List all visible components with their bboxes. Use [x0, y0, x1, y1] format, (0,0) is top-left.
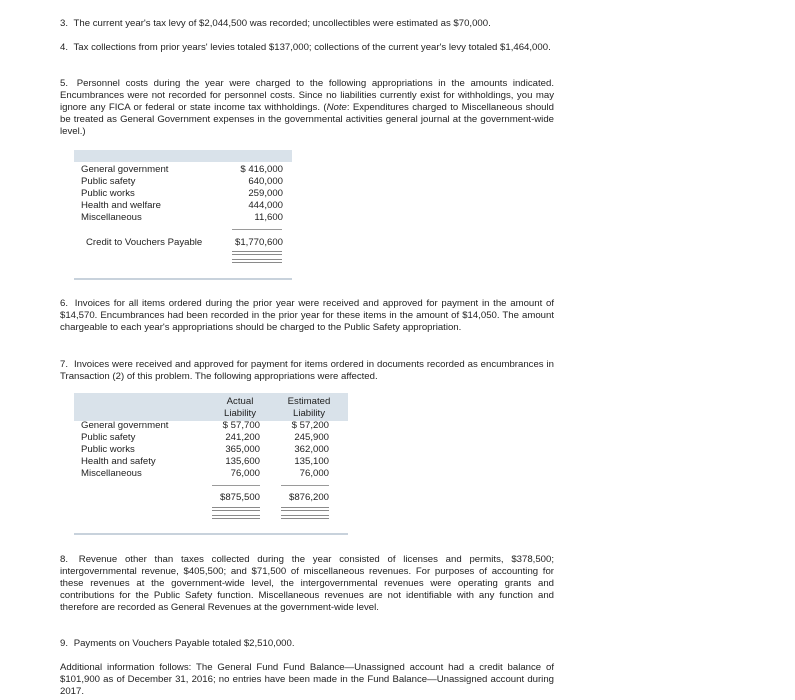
item-3	[60, 18, 554, 30]
item-9	[60, 638, 554, 650]
table-row	[74, 200, 292, 212]
item-7	[60, 359, 554, 383]
item-number: 3.	[60, 18, 69, 29]
actual-amount: 135,600	[225, 456, 260, 467]
row-amount: 11,600	[254, 212, 283, 223]
item-number: 5.	[60, 78, 69, 89]
actual-amount: $ 57,700	[222, 420, 260, 431]
item-6	[60, 298, 554, 334]
row-label: Health and welfare	[81, 200, 161, 211]
total-estimated: $876,200	[288, 492, 329, 503]
item-text: The current year's tax levy of $2,044,500 was recorded; uncollectibles were estimated as $70,000.	[73, 18, 491, 29]
estimated-amount: 135,100	[294, 456, 329, 467]
total-double-rule	[281, 515, 329, 519]
row-amount: $ 416,000	[240, 164, 283, 175]
table-row	[74, 456, 348, 468]
row-label: General government	[81, 164, 169, 175]
table-total-row	[74, 492, 348, 504]
total-double-rule	[281, 507, 329, 511]
item-4	[60, 42, 554, 54]
estimated-header-2: Liability	[293, 408, 325, 419]
row-label: Miscellaneous	[81, 212, 142, 223]
table-row	[74, 468, 348, 480]
estimated-header: Estimated	[287, 396, 331, 407]
item-text: Revenue other than taxes collected during the year consisted of licenses and permits, $378,500; intergovernmental revenue, $405,500; and $71,500 of miscellaneous revenues. For purposes of accounting for these revenues at the government-wide level, the intergovernmental revenues were operating grants and contributions for the Public Safety function. Miscellaneous revenues are not identifiable with any function and therefore are recorded as General Revenues at the government-wide level.	[60, 554, 554, 613]
estimated-amount: 245,900	[294, 432, 329, 443]
total-actual: $875,500	[219, 492, 260, 503]
row-label: Miscellaneous	[81, 468, 142, 479]
actual-amount: 241,200	[225, 432, 260, 443]
table-row	[74, 432, 348, 444]
estimated-amount: 76,000	[299, 468, 329, 479]
invoice-liability-table	[74, 393, 348, 535]
additional-information: Additional information follows: The General Fund Fund Balance—Unassigned account had a credit balance of $101,900 as of December 31, 2016; no entries have been made in the Fund Balance—Unassigned account during 2017.	[60, 662, 554, 697]
row-label: Health and safety	[81, 456, 156, 467]
item-text: Invoices were received and approved for payment for items ordered in documents recorded as encumbrances in Transaction (2) of this problem. The following appropriations were affected.	[60, 359, 554, 382]
row-label: Public safety	[81, 176, 136, 187]
item-text: Payments on Vouchers Payable totaled $2,510,000.	[73, 638, 295, 649]
row-amount: 640,000	[248, 176, 283, 187]
item-text: Personnel costs during the year were charged to the following appropriations in the amounts indicated. Encumbrances were not recorded for personnel costs. Since no liabilities currently exist for withholdings, you may ignore any FICA or federal or state income tax withholdings. (	[60, 78, 554, 113]
note-label: Note	[326, 102, 347, 113]
row-label: Public safety	[81, 432, 136, 443]
row-label: General government	[81, 420, 169, 431]
row-amount: 444,000	[248, 200, 283, 211]
actual-header-2: Liability	[224, 408, 256, 419]
item-number: 7.	[60, 359, 69, 370]
row-amount: 259,000	[248, 188, 283, 199]
table-row	[74, 188, 292, 200]
item-number: 6.	[60, 298, 69, 309]
item-text: Tax collections from prior years' levies totaled $137,000; collections of the current year's levy totaled $1,464,000.	[73, 42, 551, 53]
actual-amount: 76,000	[230, 468, 260, 479]
total-double-rule	[232, 251, 282, 255]
total-double-rule	[232, 259, 282, 263]
total-amount: $1,770,600	[234, 237, 283, 248]
row-label: Public works	[81, 188, 135, 199]
total-label: Credit to Vouchers Payable	[86, 237, 203, 248]
subtotal-rule	[232, 229, 282, 230]
item-8	[60, 554, 554, 614]
table-total-row	[74, 237, 292, 249]
subtotal-rule	[281, 485, 329, 486]
actual-header: Actual	[226, 396, 254, 407]
item-5	[60, 78, 554, 138]
item-number: 9.	[60, 638, 69, 649]
table-row	[74, 212, 292, 224]
item-text-continued: : Expenditures charged to Miscellaneous should be treated as General Government expenses in the governmental activities general journal at the government-wide level.)	[60, 102, 554, 137]
row-label: Public works	[81, 444, 135, 455]
actual-amount: 365,000	[225, 444, 260, 455]
table-row	[74, 444, 348, 456]
total-double-rule	[212, 515, 260, 519]
table-row	[74, 176, 292, 188]
table-row	[74, 420, 348, 432]
personnel-cost-table	[74, 150, 292, 280]
estimated-amount: $ 57,200	[291, 420, 329, 431]
estimated-amount: 362,000	[294, 444, 329, 455]
total-double-rule	[212, 507, 260, 511]
item-number: 4.	[60, 42, 69, 53]
item-number: 8.	[60, 554, 69, 565]
subtotal-rule	[212, 485, 260, 486]
table-row	[74, 164, 292, 176]
item-text: Invoices for all items ordered during the prior year were received and approved for payment in the amount of $14,570. Encumbrances had been recorded in the prior year for these items in the amount of $14,050. The amount chargeable to each year's appropriations should be charged to the Public Safety appropriation.	[60, 298, 555, 333]
